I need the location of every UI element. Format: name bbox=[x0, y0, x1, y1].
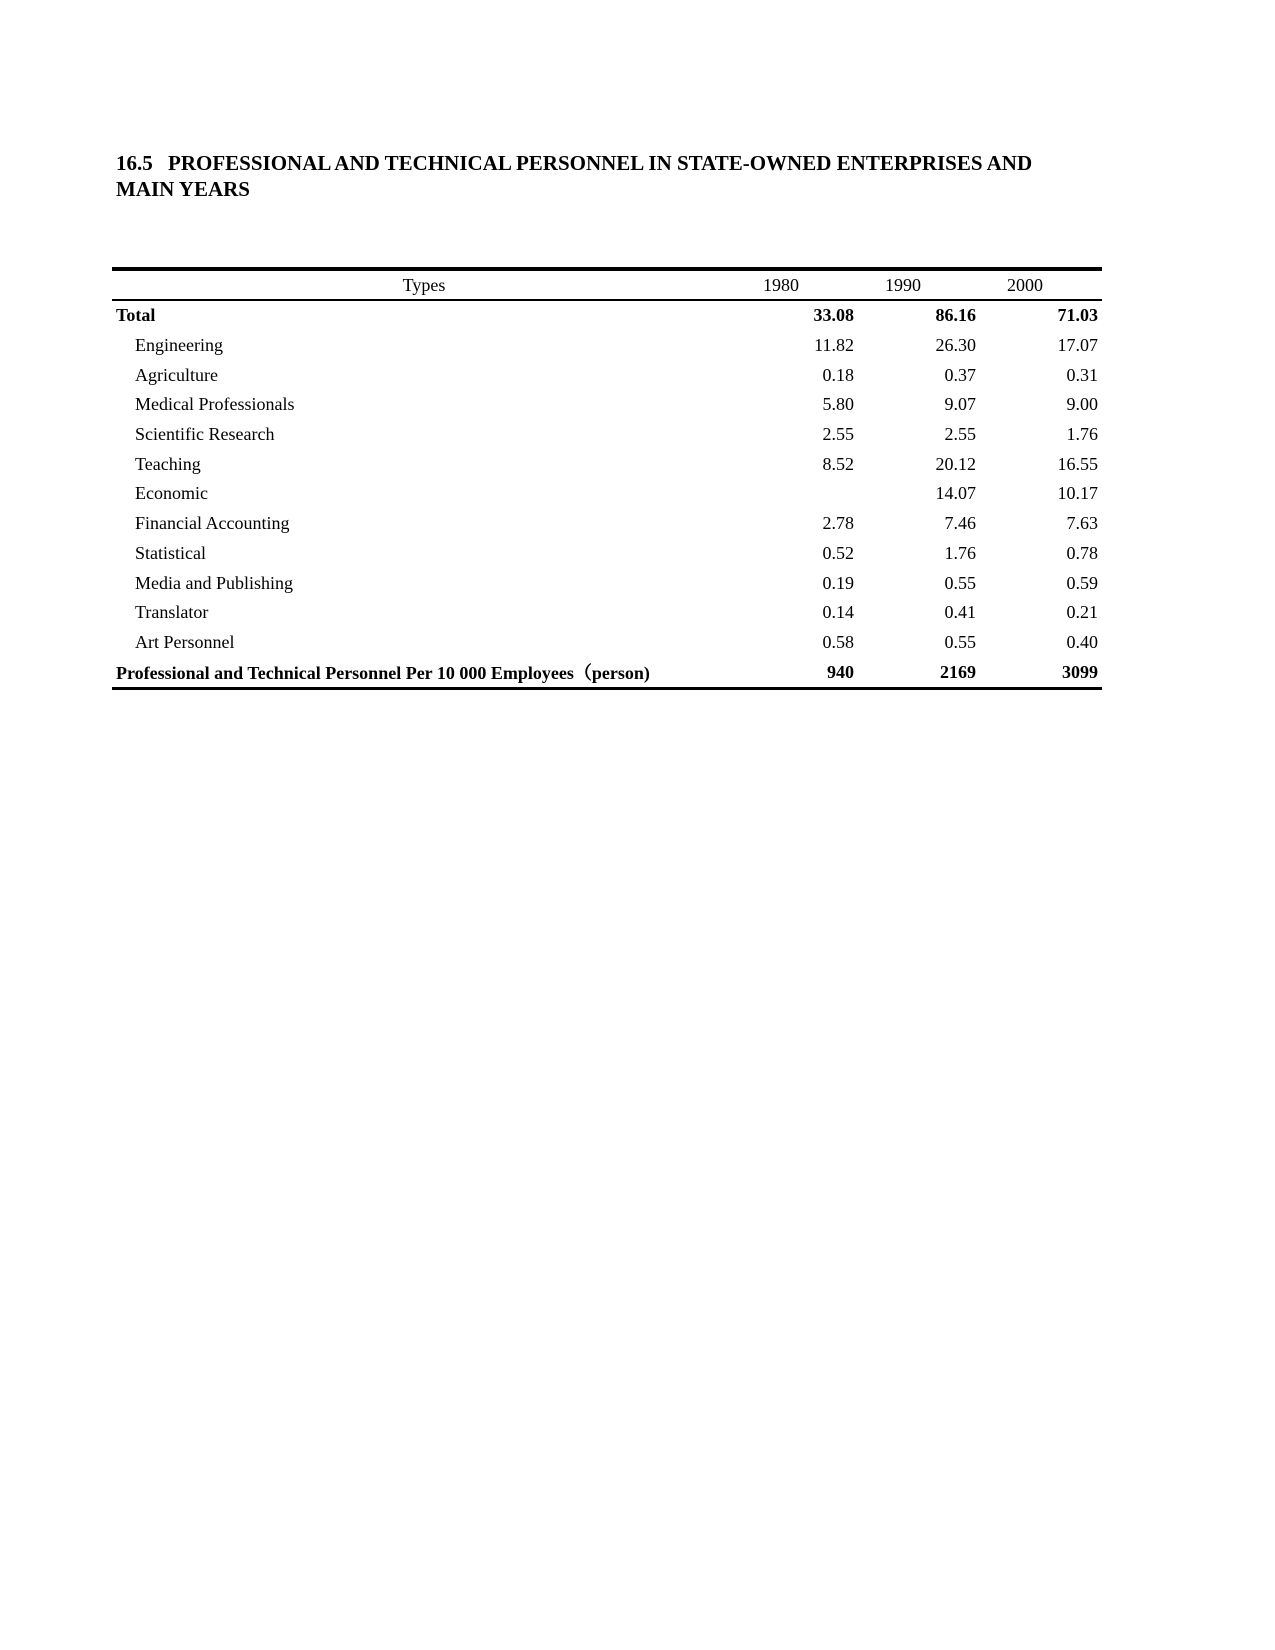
table-row bbox=[112, 509, 1102, 539]
cell-2000: 1.76 bbox=[1066, 424, 1098, 445]
table-row bbox=[112, 479, 1102, 509]
title-line-2: MAIN YEARS bbox=[116, 177, 250, 201]
title-text-1: PROFESSIONAL AND TECHNICAL PERSONNEL IN STATE-OWNED ENTERPRISES AND bbox=[168, 151, 1033, 175]
cell-1980: 0.14 bbox=[822, 602, 854, 623]
cell-1990: 14.07 bbox=[935, 483, 976, 504]
cell-1980: 5.80 bbox=[822, 394, 854, 415]
cell-2000: 9.00 bbox=[1066, 394, 1098, 415]
table-row bbox=[112, 331, 1102, 361]
cell-1980: 2.78 bbox=[822, 513, 854, 534]
row-label: Art Personnel bbox=[135, 631, 235, 652]
cell-1990: 0.41 bbox=[944, 602, 976, 623]
table-row-total bbox=[112, 300, 1102, 331]
cell-2000: 0.59 bbox=[1066, 572, 1098, 593]
cell-2000: 10.17 bbox=[1057, 483, 1098, 504]
row-label: Financial Accounting bbox=[135, 513, 290, 534]
table-row bbox=[112, 420, 1102, 450]
header-types: Types bbox=[402, 274, 446, 295]
table-row bbox=[112, 568, 1102, 598]
row-label: Teaching bbox=[135, 453, 201, 474]
cell-1990: 0.37 bbox=[944, 364, 976, 385]
cell-2000: 16.55 bbox=[1057, 453, 1098, 474]
cell-2000: 0.40 bbox=[1066, 631, 1098, 652]
cell-1990: 7.46 bbox=[944, 513, 976, 534]
row-label: Statistical bbox=[135, 542, 206, 563]
table-row bbox=[112, 360, 1102, 390]
cell-1990: 1.76 bbox=[944, 542, 976, 563]
cell-1990: 20.12 bbox=[935, 453, 976, 474]
table-row bbox=[112, 539, 1102, 569]
cell-1990: 2.55 bbox=[944, 424, 976, 445]
header-1980: 1980 bbox=[763, 274, 799, 295]
cell-2000: 0.31 bbox=[1066, 364, 1098, 385]
cell-2000: 7.63 bbox=[1066, 513, 1098, 534]
row-label: Professional and Technical Personnel Per 10 000 Employees（person) bbox=[116, 663, 650, 684]
statistics-table bbox=[112, 267, 1102, 690]
cell-1980: 0.19 bbox=[822, 572, 854, 593]
cell-2000: 17.07 bbox=[1057, 335, 1098, 356]
header-1990: 1990 bbox=[885, 274, 921, 295]
cell-2000: 0.21 bbox=[1066, 602, 1098, 623]
row-label: Scientific Research bbox=[135, 424, 275, 445]
cell-1990: 0.55 bbox=[944, 572, 976, 593]
cell-1980: 940 bbox=[827, 661, 854, 682]
title-line-1 bbox=[116, 150, 1102, 176]
cell-1990: 0.55 bbox=[944, 631, 976, 652]
cell-1990: 26.30 bbox=[935, 335, 976, 356]
cell-1980 bbox=[736, 479, 858, 509]
header-2000: 2000 bbox=[1007, 274, 1043, 295]
cell-2000: 71.03 bbox=[1057, 305, 1098, 326]
table-row bbox=[112, 628, 1102, 658]
cell-2000: 3099 bbox=[1062, 661, 1098, 682]
table-row bbox=[112, 390, 1102, 420]
cell-1990: 9.07 bbox=[944, 394, 976, 415]
row-label: Total bbox=[116, 305, 156, 326]
table-row bbox=[112, 598, 1102, 628]
row-label: Engineering bbox=[135, 335, 223, 356]
row-label: Agriculture bbox=[135, 364, 218, 385]
cell-1980: 0.58 bbox=[822, 631, 854, 652]
cell-1980: 0.52 bbox=[822, 542, 854, 563]
cell-1980: 0.18 bbox=[822, 364, 854, 385]
cell-1990: 2169 bbox=[940, 661, 976, 682]
cell-1980: 33.08 bbox=[813, 305, 854, 326]
title-number: 16.5 bbox=[116, 151, 153, 175]
row-label: Media and Publishing bbox=[135, 572, 293, 593]
cell-1990: 86.16 bbox=[935, 305, 976, 326]
statistics-table-container bbox=[112, 267, 1102, 690]
table-row-per-10000 bbox=[112, 657, 1102, 688]
table-title bbox=[116, 150, 1102, 202]
header-row bbox=[112, 269, 1102, 300]
row-label: Translator bbox=[135, 602, 209, 623]
table-row bbox=[112, 449, 1102, 479]
row-label: Economic bbox=[135, 483, 208, 504]
cell-2000: 0.78 bbox=[1066, 542, 1098, 563]
cell-1980: 2.55 bbox=[822, 424, 854, 445]
row-label: Medical Professionals bbox=[135, 394, 295, 415]
cell-1980: 8.52 bbox=[822, 453, 854, 474]
cell-1980: 11.82 bbox=[814, 335, 854, 356]
